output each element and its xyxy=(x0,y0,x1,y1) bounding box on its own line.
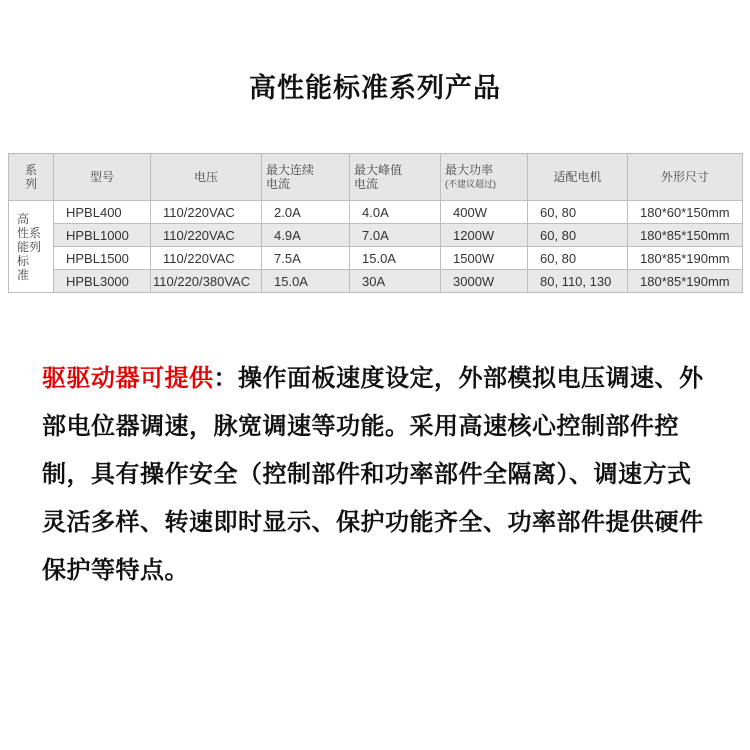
page-title: 高性能标准系列产品 xyxy=(249,73,501,104)
cell-power: 1500W xyxy=(441,247,528,270)
product-description xyxy=(42,354,712,594)
cell-continuous-current: 4.9A xyxy=(262,224,350,247)
cell-model: HPBL400 xyxy=(54,201,151,224)
table-row xyxy=(9,270,743,293)
cell-peak-current: 30A xyxy=(350,270,441,293)
cell-model: HPBL1000 xyxy=(54,224,151,247)
header-max-peak-current: 最大峰值 电流 xyxy=(350,154,441,201)
cell-power: 3000W xyxy=(441,270,528,293)
header-voltage: 电压 xyxy=(151,154,262,201)
cell-continuous-current: 15.0A xyxy=(262,270,350,293)
cell-motor: 60, 80 xyxy=(528,247,628,270)
table-row xyxy=(9,247,743,270)
cell-peak-current: 15.0A xyxy=(350,247,441,270)
cell-continuous-current: 2.0A xyxy=(262,201,350,224)
header-dimensions: 外形尺寸 xyxy=(628,154,743,201)
cell-continuous-current: 7.5A xyxy=(262,247,350,270)
cell-voltage: 110/220VAC xyxy=(151,201,262,224)
cell-power: 1200W xyxy=(441,224,528,247)
header-motor: 适配电机 xyxy=(528,154,628,201)
cell-model: HPBL1500 xyxy=(54,247,151,270)
header-max-continuous-current: 最大连续 电流 xyxy=(262,154,350,201)
cell-motor: 80, 110, 130 xyxy=(528,270,628,293)
header-model: 型号 xyxy=(54,154,151,201)
table-header-row xyxy=(9,154,743,201)
description-lead: 驱驱动器可提供 xyxy=(42,364,214,392)
cell-voltage: 110/220/380VAC xyxy=(151,270,262,293)
table-row xyxy=(9,201,743,224)
cell-motor: 60, 80 xyxy=(528,224,628,247)
cell-dimensions: 180*85*150mm xyxy=(628,224,743,247)
cell-dimensions: 180*85*190mm xyxy=(628,247,743,270)
table-row xyxy=(9,224,743,247)
cell-peak-current: 7.0A xyxy=(350,224,441,247)
cell-model: HPBL3000 xyxy=(54,270,151,293)
cell-motor: 60, 80 xyxy=(528,201,628,224)
cell-power: 400W xyxy=(441,201,528,224)
cell-dimensions: 180*60*150mm xyxy=(628,201,743,224)
description-body: ：操作面板速度设定，外部模拟电压调速、外部电位器调速，脉宽调速等功能。采用高速核心控制部件控制，具有操作安全（控制部件和功率部件全隔离）、调速方式灵活多样、转速即时显示、保护功能齐全、功率部件提供硬件保护等特点。 xyxy=(42,364,704,584)
cell-dimensions: 180*85*190mm xyxy=(628,270,743,293)
header-max-power: 最大功率 (不建议超过) xyxy=(441,154,528,201)
header-series: 系 列 xyxy=(9,154,54,201)
cell-voltage: 110/220VAC xyxy=(151,247,262,270)
cell-peak-current: 4.0A xyxy=(350,201,441,224)
cell-voltage: 110/220VAC xyxy=(151,224,262,247)
series-label: 高 性系 能列 标 准 xyxy=(9,201,54,293)
product-spec-table xyxy=(8,153,743,293)
